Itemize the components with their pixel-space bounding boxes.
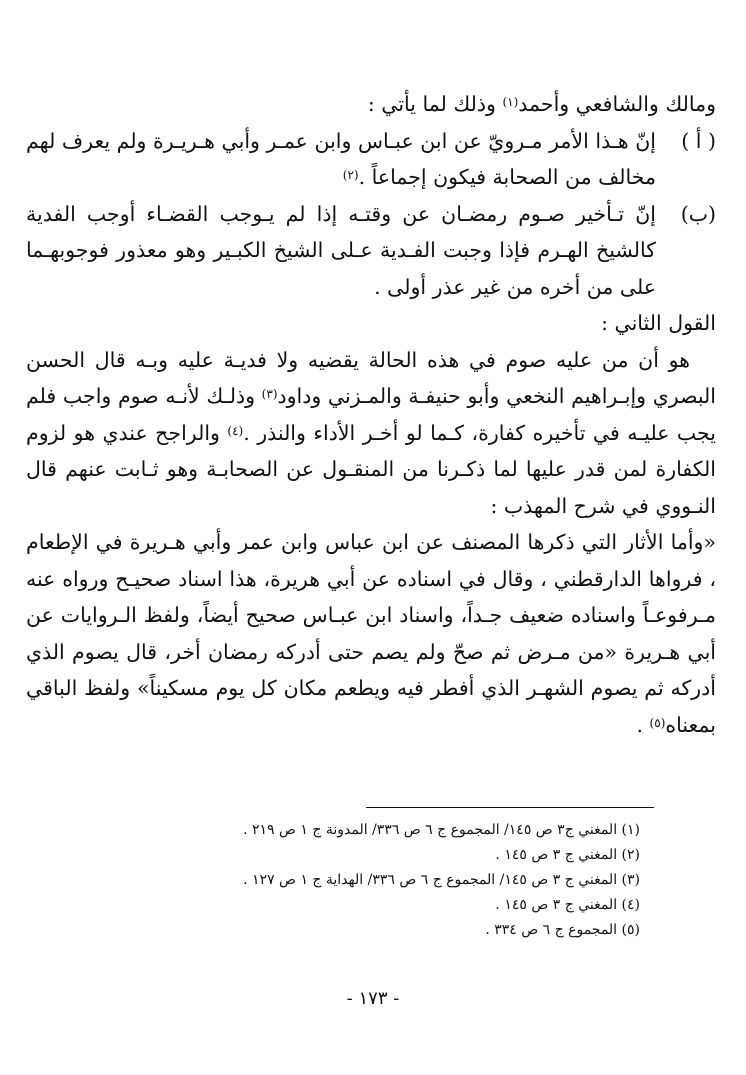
list-item-b-text: إنّ تـأخير صـوم رمضـان عن وقتـه إذا لم يـوجب القضـاء أوجب الفدية كالشيخ الهـرم فإذا وجبت الفـدية عـلى الشيخ الكبـير وهو معذور فوجوبهـما على من أخره من غير عذر أولى . <box>26 201 656 299</box>
list-item-a-text: إنّ هـذا الأمر مـرويّ عن ابن عبـاس وابن عمـر وأبي هـريـرة ولم يعرف لهم مخالف من الصحابة فيكون إجماعاً . <box>26 128 656 189</box>
list-item-a <box>26 123 716 196</box>
quote-text: «وأما الأثار التي ذكرها المصنف عن ابن عباس وابن عمر وأبي هـريرة في الإطعام ، فرواها الدارقطني ، وقال في اسناده عن أبي هريرة، هذا اسناد صحيـح ورواه عنه مـرفوعـاً واسناده ضعيف جـداً، واسناد ابن عبـاس صحيح أيضاً، ولفظ الـروايات عن أبي هـريرة «من مـرض ثم صحّ ولم يصم حتى أدركه رمضان أخر، قال يصوم الذي أدركه ثم يصوم الشهـر الذي أفطر فيه ويطعم مكان كل يوم مسكيناً» ولفظ الباقي بمعناه <box>26 530 716 737</box>
intro-text: ومالك والشافعي وأحمد <box>518 92 716 116</box>
list-marker-a: ( أ ) <box>681 128 716 153</box>
footnotes-block <box>80 818 640 943</box>
footnote-ref-5: (٥) <box>649 715 666 730</box>
list-item-b <box>26 196 716 306</box>
footnote-divider <box>366 807 654 808</box>
footnote-ref-1: (١) <box>502 95 519 109</box>
list-marker-b: (ب) <box>680 201 716 226</box>
intro-line <box>26 86 716 123</box>
main-text <box>26 86 716 743</box>
footnote-3: (٣) المغني ج ٣ ص ١٤٥/ المجموع ج ٦ ص ٣٣٦/ الهداية ج ١ ص ١٢٧ . <box>243 872 640 888</box>
quote-paragraph <box>26 524 716 743</box>
paragraph-1 <box>26 342 716 525</box>
paragraph-1-part-a: هو أن من عليه صوم في هذه الحالة يقضيه ولا فديـة عليه وبـه قال الحسن البصري وإبـراهيم النخعي وأبو حنيفـة والمـزني وداود <box>26 347 716 408</box>
footnote-4: (٤) المغني ج ٣ ص ١٤٥ . <box>495 897 640 913</box>
section-heading: القول الثاني : <box>601 311 716 335</box>
footnote-1: (١) المغني ج٣ ص ١٤٥/ المجموع ج ٦ ص ٣٣٦/ المدونة ج ١ ص ٢١٩ . <box>243 822 640 838</box>
intro-tail: وذلك لما يأتي : <box>367 92 503 116</box>
footnote-ref-2: (٢) <box>342 168 359 182</box>
footnote-5: (٥) المجموع ج ٦ ص ٣٣٤ . <box>485 922 640 938</box>
footnote-ref-4: (٤) <box>227 423 244 438</box>
page-number: - ١٧٣ - <box>346 988 400 1009</box>
quote-tail: . <box>636 712 650 737</box>
paragraph-1-part-b: وذلـك لأنـه صوم واجب فلم يجب عليـه في تأخيره كفارة، كـما لو أخـر الأداء والنذر . <box>26 384 716 445</box>
footnote-ref-3: (٣) <box>261 387 278 401</box>
paragraph-1-part-c: والراجح عندي هو لزوم الكفارة لمن قدر عليها لما ذكـرنا من المنقـول عن الصحابـة وهو ثـابت عنهم قال النـووي في شرح المهذب : <box>26 420 716 518</box>
footnote-2: (٢) المغني ج ٣ ص ١٤٥ . <box>495 847 640 863</box>
